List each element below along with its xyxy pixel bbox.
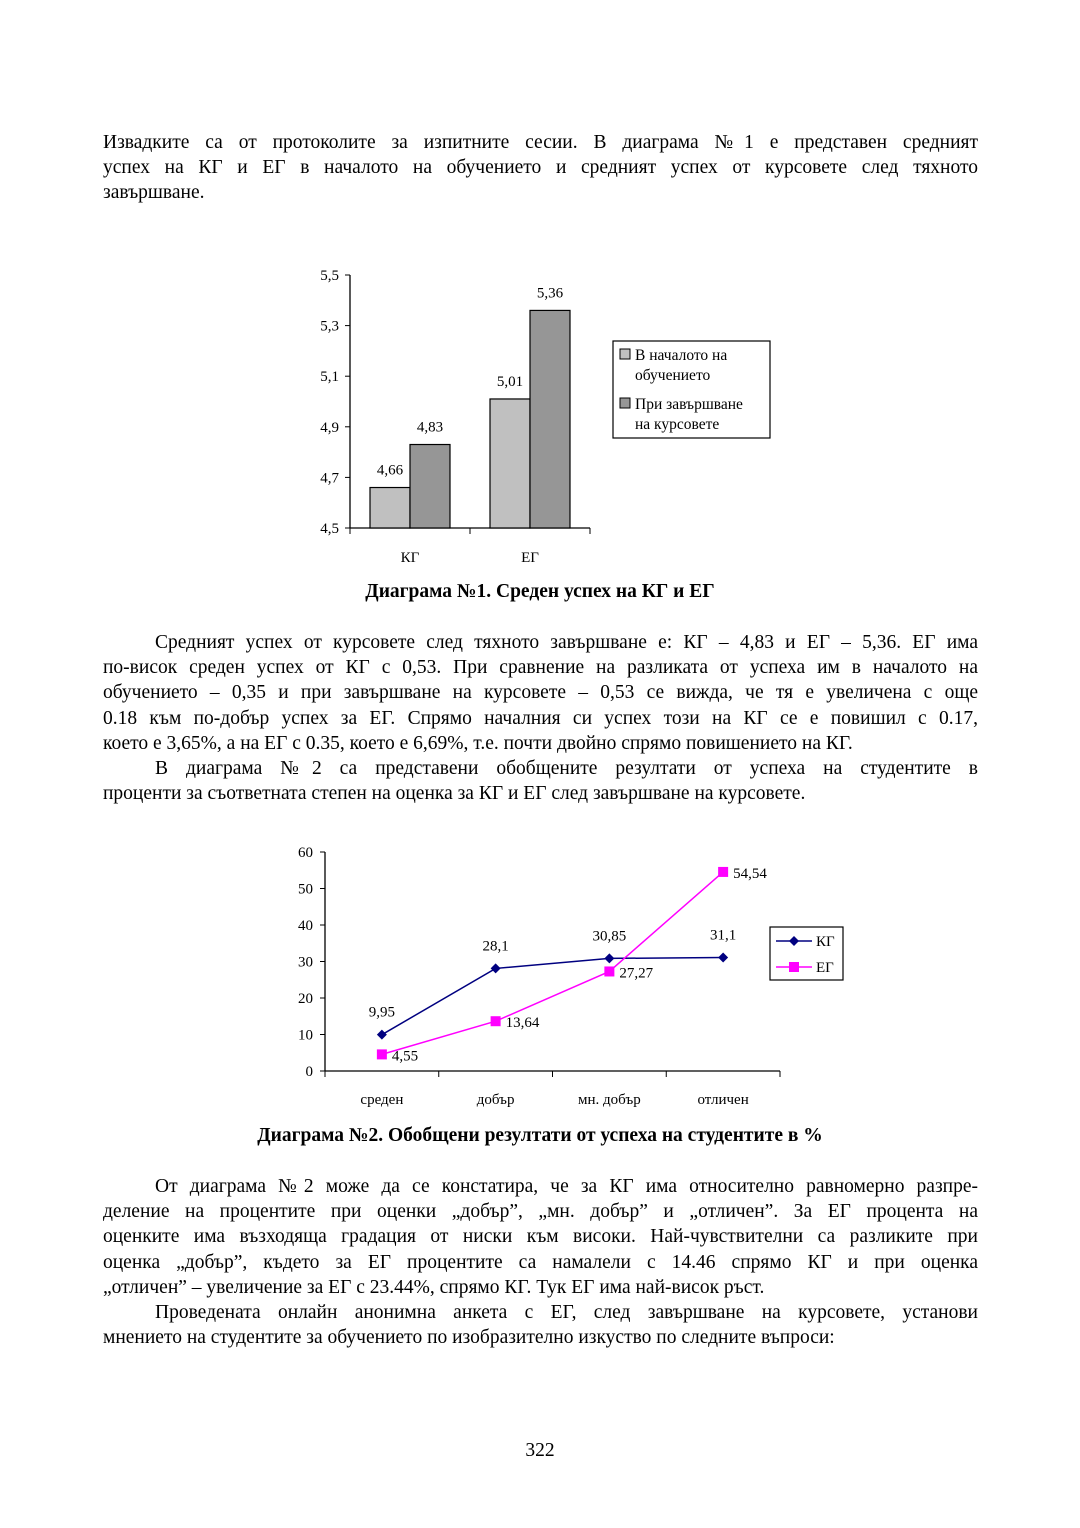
data-label: 5,01 (496, 373, 524, 390)
page-number: 322 (525, 1440, 555, 1461)
x-tick-label: мн. добър (578, 1092, 641, 1108)
data-label: 13,64 (505, 1015, 540, 1032)
text-line: „отличен” – увеличение за ЕГ с 23.44%, спрямо КГ. Тук ЕГ има най-висок ръст. (103, 1276, 765, 1298)
data-label: 5,36 (536, 285, 564, 302)
y-tick-label: 4,9 (320, 419, 339, 436)
data-point (491, 1016, 501, 1026)
data-point (377, 1030, 387, 1040)
chart2-caption: Диаграма №2. Обобщени резултати от успеха на студентите в % (257, 1125, 823, 1146)
legend-swatch (620, 398, 630, 408)
data-label: 54,54 (733, 865, 767, 882)
y-tick-label: 30 (298, 954, 313, 971)
data-label: 4,55 (391, 1048, 419, 1065)
data-point (491, 963, 501, 973)
data-point (718, 952, 728, 962)
data-label: 4,83 (416, 419, 444, 436)
legend-label: В началото на (635, 347, 728, 364)
legend-marker (789, 962, 799, 972)
y-tick-label: 5,1 (320, 369, 339, 386)
y-tick-label: 60 (298, 845, 313, 861)
data-point (718, 867, 728, 877)
legend-label: на курсовете (635, 416, 720, 433)
y-tick-label: 20 (298, 991, 313, 1007)
text-line: по-висок среден успех от КГ с 0,53. При сравнение на разликата от успеха им в началото на (103, 657, 978, 679)
bar (370, 488, 410, 528)
legend-swatch (620, 349, 630, 359)
y-tick-label: 50 (298, 881, 313, 898)
bar (530, 310, 570, 528)
data-point (604, 966, 614, 976)
text-line: което е 3,65%, а на ЕГ с 0.35, което е 6,69%, т.е. почти двойно спрямо повишението на КГ. (103, 732, 853, 754)
x-tick-label: КГ (400, 550, 420, 566)
text-line: мнението на студентите за обучението по изобразително изкуство по следните въпроси: (103, 1327, 835, 1349)
text-line: 0.18 към по-добър успех за ЕГ. Спрямо началния си успех този на КГ се е повишил с 0.17, (103, 707, 978, 729)
data-label: 4,66 (376, 462, 404, 479)
legend-label: При завършване (635, 396, 743, 413)
y-tick-label: 5,5 (320, 268, 339, 284)
text-line: Средният успех от курсовете след тяхното завършване е: КГ – 4,83 и ЕГ – 5,36. ЕГ има (155, 632, 978, 653)
data-label: 30,85 (592, 928, 627, 945)
chart2-line-chart (298, 845, 843, 1108)
chart1-bar-chart (320, 268, 770, 566)
y-tick-label: 40 (298, 918, 313, 934)
bar (490, 399, 530, 528)
text-line: Проведената онлайн анонимна анкета с ЕГ, след завършване на курсовете, установи (155, 1302, 978, 1323)
legend-label: ЕГ (816, 960, 834, 976)
x-tick-label: ЕГ (521, 550, 539, 566)
x-tick-label: отличен (697, 1092, 749, 1108)
y-tick-label: 4,7 (320, 470, 339, 487)
text-line: успех на КГ и ЕГ в началото на обучението и средният успех от курсовете след тяхното (103, 157, 978, 179)
y-tick-label: 0 (305, 1064, 313, 1080)
data-label: 28,1 (482, 938, 509, 955)
text-line: оценките има възходяща градация от ниски към високи. Най-чувствителни са разликите при (103, 1226, 978, 1248)
text-line: деление на процентите при оценки „добър”, „мн. добър” и „отличен”. За ЕГ процента на (103, 1201, 978, 1223)
x-tick-label: добър (476, 1092, 515, 1108)
bar (410, 445, 450, 528)
data-point (377, 1049, 387, 1059)
x-tick-label: среден (360, 1092, 404, 1108)
text-line: В диаграма №2 са представени обобщените резултати от успеха на студентите в (155, 758, 978, 779)
text-line: оценка „добър”, където за ЕГ процентите са намалели с 14.46 спрямо КГ и при оценка (103, 1251, 978, 1273)
text-line: завършване. (103, 182, 205, 204)
data-label: 31,1 (710, 927, 737, 944)
y-tick-label: 5,3 (320, 318, 339, 335)
y-tick-label: 10 (298, 1027, 313, 1044)
chart1-caption: Диаграма №1. Среден успех на КГ и ЕГ (365, 581, 715, 602)
data-point (604, 953, 614, 963)
data-label: 9,95 (368, 1004, 395, 1021)
text-line: обучението – 0,35 и при завършване на курсовете – 0,53 се вижда, че тя е увеличена с още (103, 682, 978, 704)
text-line: проценти за съответната степен на оценка за КГ и ЕГ след завършване на курсовете. (103, 783, 806, 805)
legend-label: КГ (816, 934, 835, 950)
data-label: 27,27 (619, 965, 654, 982)
text-line: От диаграма №2 може да се констатира, че за КГ има относително равномерно разпре- (155, 1176, 978, 1197)
text-line: Извадките са от протоколите за изпитните сесии. В диаграма №1 е представен средният (103, 132, 978, 153)
y-tick-label: 4,5 (320, 521, 339, 537)
legend-label: обучението (635, 367, 711, 384)
